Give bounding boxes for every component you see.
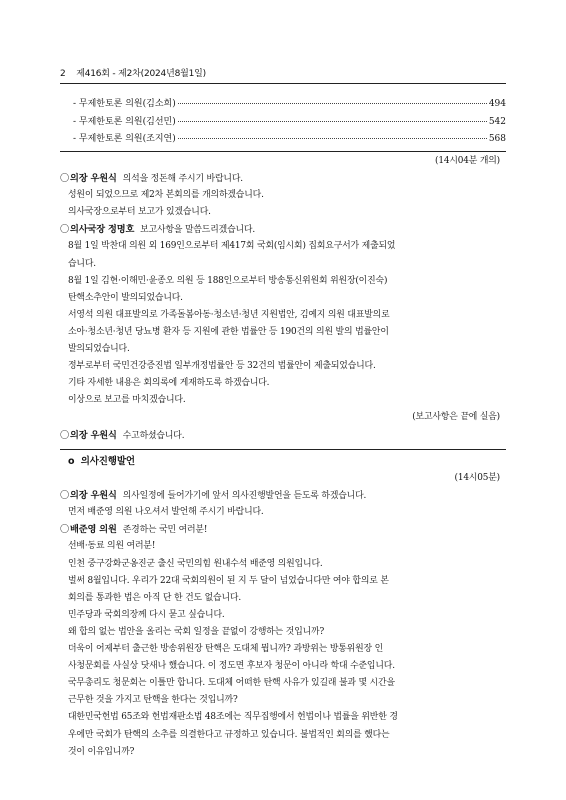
speech-text: 국무총리도 청문회는 이틀만 합니다. 도대체 어떠한 탄핵 사유가 있길래 불과 몇 시간을 [68, 678, 395, 689]
toc-entry[interactable] [60, 114, 506, 132]
speech-text: 존경하는 국민 여러분! [122, 525, 208, 536]
toc-label: - 무제한토론 의원(김선민) [73, 116, 176, 127]
speech-text: 더욱이 어제부터 출근한 방송위원장 탄핵은 도대체 뭡니까? 과방위는 방통위원장 인 [68, 644, 384, 655]
speech-text: 이상으로 보고를 마치겠습니다. [68, 395, 186, 406]
speaker-name: 〇의장 우원식 [60, 429, 117, 441]
speech-text: 서영석 의원 대표발의로 가족돌봄아동·청소년·청년 지원법안, 김예지 의원 대표발의로 [68, 309, 390, 320]
speech-line [60, 341, 506, 358]
section-time: (14시05분) [454, 473, 500, 484]
speech-line [60, 675, 506, 692]
toc-list [60, 96, 506, 149]
toc-label: - 무제한토론 의원(김소희) [73, 99, 176, 109]
speech-text: 근무한 것을 가지고 탄핵을 한다는 것입니까? [68, 695, 238, 706]
speech-line [60, 658, 506, 675]
speech-line [60, 487, 506, 504]
speech-line [60, 727, 506, 744]
section-divider [60, 151, 506, 152]
speech-line [60, 641, 506, 658]
speech-line [60, 170, 506, 187]
speech-text: 기타 자세한 내용은 회의록에 게재하도록 하겠습니다. [68, 378, 270, 389]
speech-text: 대한민국헌법 65조와 헌법재판소법 48조에는 직무집행에서 헌법이나 법률을 위반한 경 [68, 712, 398, 723]
toc-page: 494 [488, 99, 506, 109]
speech-line [60, 521, 506, 538]
speech-text: 8월 1일 박찬대 의원 외 169인으로부터 제417회 국회(임시회) 집회요구서가 제출되었 [68, 241, 396, 252]
speech-text: 먼저 배준영 의원 나오셔서 발언해 주시기 바랍니다. [68, 507, 264, 518]
issue-info: 제416회 - 제2차(2024년8월1일) [76, 69, 206, 79]
speech-text: 회의를 통과한 법은 아직 단 한 건도 없습니다. [68, 592, 241, 603]
toc-leader [178, 103, 487, 104]
speech-line [60, 573, 506, 590]
speaker-name: 〇배준영 의원 [60, 524, 117, 536]
toc-leader [178, 138, 487, 139]
time-open: (14시04분 개의) [435, 156, 500, 166]
speech-text: 수고하셨습니다. [122, 430, 185, 441]
speech-text: 선배·동료 의원 여러분! [68, 541, 156, 552]
speech-line [60, 744, 506, 761]
section-lines [60, 487, 506, 761]
speech-text: 왜 합의 없는 법안을 올리는 국회 일정을 끝없이 강행하는 것입니까? [68, 626, 325, 637]
speech-text: 의사일정에 들어가기에 앞서 의사진행발언을 듣도록 하겠습니다. [122, 491, 367, 502]
speech-text: 벌써 8월입니다. 우리가 22대 국회의원이 된 지 두 달이 넘었습니다만 여야 합의로 본 [68, 575, 389, 586]
speech-text: 인천 중구강화군옹진군 출신 국민의힘 원내수석 배준영 의원입니다. [68, 558, 323, 569]
speech-text: 습니다. [68, 258, 96, 269]
section-heading: o 의사진행발언 [68, 456, 135, 467]
speech-line [60, 709, 506, 726]
speech-line [60, 392, 506, 409]
speech-text: 의석을 정돈해 주시기 바랍니다. [122, 174, 243, 185]
speech-line [60, 324, 506, 341]
speech-text: 소아·청소년·청년 당뇨병 환자 등 지원에 관한 법률안 등 190건의 의원 발의 법률안이 [68, 326, 389, 337]
toc-entry[interactable] [60, 96, 506, 114]
speech-line [60, 556, 506, 573]
speaker-name: 〇의장 우원식 [60, 490, 117, 502]
speech-line [60, 375, 506, 392]
toc-leader [178, 121, 487, 122]
toc-page: 542 [488, 116, 506, 127]
speech-line [60, 290, 506, 307]
speech-line [60, 238, 506, 255]
toc-page: 568 [488, 134, 506, 144]
appendix-note: (보고사항은 끝에 실음) [412, 412, 500, 423]
toc-label: - 무제한토론 의원(조지연) [73, 134, 176, 144]
speech-line [60, 692, 506, 709]
speech-line [60, 504, 506, 521]
speech-line [60, 607, 506, 624]
speech-text: 보고사항을 말씀드리겠습니다. [140, 225, 256, 236]
header-rule [60, 83, 506, 84]
speech-text: 발의되었습니다. [68, 344, 130, 355]
section-body [60, 453, 506, 761]
speech-text: 것이 이유입니까? [68, 746, 135, 757]
speech-line [60, 221, 506, 238]
speech-text: 민주당과 국회의장께 다시 묻고 싶습니다. [68, 609, 225, 620]
speech-text: 성원이 되었으므로 제2차 본회의를 개의하겠습니다. [68, 190, 264, 201]
speaker-name: 〇의장 우원식 [60, 173, 117, 185]
part1-body [60, 153, 506, 444]
speaker-name: 〇의사국장 정명호 [60, 224, 135, 236]
speech-line [60, 204, 506, 221]
speech-text: 사청문회를 사실상 닷새나 했습니다. 이 정도면 후보자 청문이 아니라 학대 수준입니다. [68, 661, 395, 672]
speech-line [60, 256, 506, 273]
running-header [60, 66, 206, 79]
speech-text: 의사국장으로부터 보고가 있겠습니다. [68, 207, 211, 218]
speech-line [60, 307, 506, 324]
speech-line [60, 187, 506, 204]
speech-line [60, 427, 506, 444]
speech-line [60, 590, 506, 607]
speech-line [60, 273, 506, 290]
speech-text: 탄핵소추안이 발의되었습니다. [68, 292, 183, 303]
section-divider [60, 449, 506, 450]
toc-entry[interactable] [60, 131, 506, 149]
page-number: 2 [60, 69, 66, 79]
speech-text: 정부로부터 국민건강증진법 일부개정법률안 등 32건의 법률안이 제출되었습니다. [68, 361, 376, 372]
speech-text: 8월 1일 김현·이해민·윤종오 의원 등 188인으로부터 방송통신위원회 위원장(이진숙) [68, 275, 388, 286]
part1-lines [60, 170, 506, 409]
speech-line [60, 358, 506, 375]
speech-text: 우에만 국회가 탄핵의 소추를 의결한다고 규정하고 있습니다. 불법적인 회의를 했다는 [68, 729, 390, 740]
speech-line [60, 624, 506, 641]
speech-line [60, 538, 506, 555]
